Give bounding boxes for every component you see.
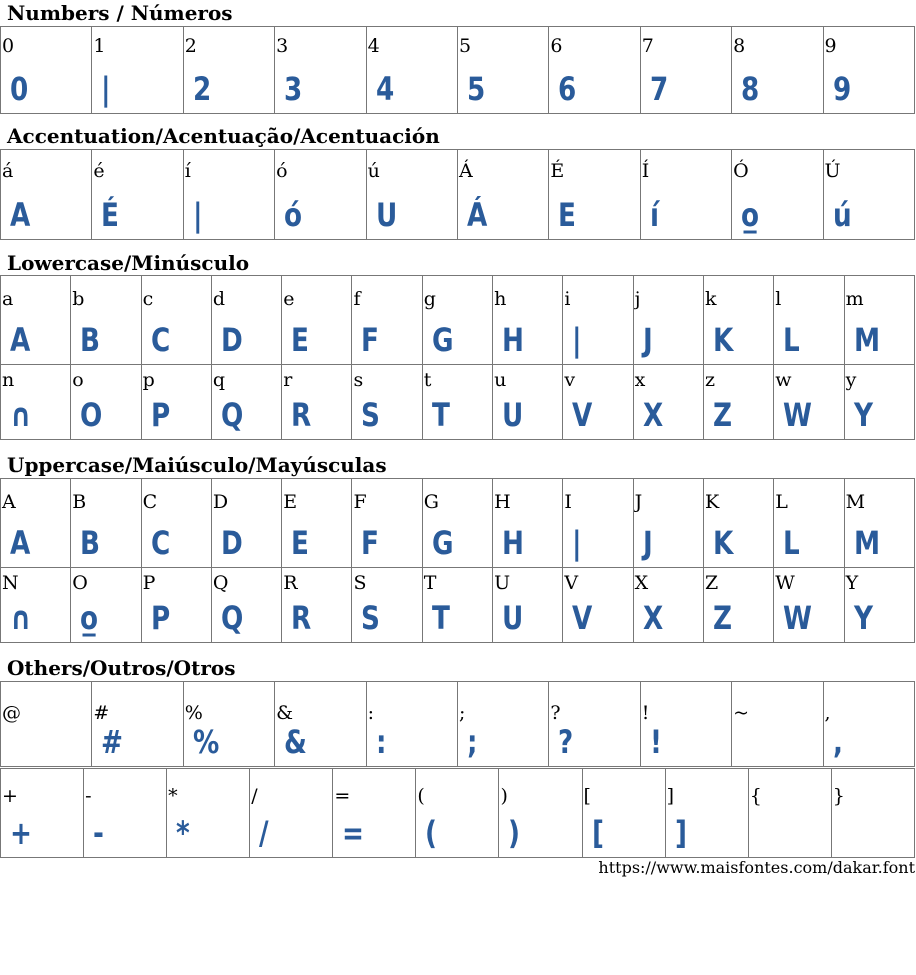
glyph-sample: & — [284, 723, 308, 761]
glyph-sample: K — [712, 524, 734, 562]
others-grid-row1 — [0, 681, 915, 767]
glyph-label: L — [775, 491, 788, 513]
glyph-sample: E — [558, 196, 577, 234]
glyph-sample: = — [342, 814, 365, 852]
glyph-label: Q — [212, 572, 229, 594]
glyph-label: ~ — [733, 702, 750, 724]
glyph-sample: 5 — [466, 70, 486, 108]
glyph-sample: Q — [220, 396, 244, 434]
glyph-cell — [416, 769, 499, 858]
glyph-label: , — [824, 702, 831, 724]
glyph-sample: í — [649, 196, 659, 234]
glyph-sample: E — [291, 524, 310, 562]
glyph-label: / — [251, 785, 258, 807]
glyph-label: [ — [583, 785, 591, 807]
section-title-numbers: Numbers / Números — [7, 1, 233, 25]
glyph-sample: G — [431, 321, 454, 359]
glyph-cell — [823, 150, 914, 240]
glyph-label: # — [93, 702, 110, 724]
glyph-cell — [141, 276, 211, 365]
accents-grid — [0, 149, 915, 240]
glyph-cell — [493, 568, 563, 643]
glyph-cell — [563, 276, 633, 365]
glyph-sample: R — [291, 599, 312, 637]
glyph-label: h — [494, 288, 507, 310]
glyph-label: á — [2, 160, 14, 182]
section-title-lowercase: Lowercase/Minúsculo — [7, 251, 250, 275]
glyph-label: Ó — [733, 160, 749, 182]
glyph-label: í — [184, 160, 191, 182]
glyph-row — [1, 682, 915, 767]
glyph-cell — [71, 365, 141, 440]
glyph-sample: , — [832, 723, 843, 761]
glyph-cell — [831, 769, 914, 858]
glyph-sample: % — [192, 723, 220, 761]
glyph-cell — [823, 682, 914, 767]
glyph-cell — [211, 568, 281, 643]
glyph-sample: o̲ — [741, 196, 760, 234]
glyph-label: @ — [2, 702, 21, 724]
glyph-sample: o̲ — [80, 599, 99, 637]
glyph-sample: # — [101, 723, 124, 761]
glyph-cell — [1, 682, 92, 767]
glyph-label: Á — [458, 160, 473, 182]
glyph-sample: R — [291, 396, 312, 434]
glyph-label: K — [704, 491, 720, 513]
glyph-label: É — [550, 160, 565, 182]
glyph-cell — [640, 150, 731, 240]
glyph-cell — [640, 27, 731, 114]
glyph-label: m — [845, 288, 864, 310]
glyph-label: D — [212, 491, 229, 513]
glyph-cell — [582, 769, 665, 858]
glyph-cell — [493, 479, 563, 568]
glyph-sample: * — [176, 814, 190, 852]
glyph-sample: A — [10, 196, 31, 234]
glyph-sample: Á — [466, 196, 488, 234]
glyph-cell — [366, 27, 457, 114]
glyph-sample: 8 — [741, 70, 760, 108]
glyph-label: { — [749, 785, 762, 807]
section-title-others: Others/Outros/Otros — [7, 656, 236, 680]
glyph-label: 9 — [824, 35, 837, 57]
glyph-cell — [183, 682, 274, 767]
glyph-sample: | — [101, 70, 111, 108]
glyph-label: 1 — [93, 35, 106, 57]
glyph-sample: 7 — [649, 70, 668, 108]
glyph-sample: 0 — [10, 70, 29, 108]
section-title-uppercase: Uppercase/Maiúsculo/Mayúsculas — [7, 453, 387, 477]
glyph-cell — [422, 479, 492, 568]
glyph-sample: U — [375, 196, 397, 234]
glyph-sample: 2 — [192, 70, 212, 108]
glyph-label: I — [564, 491, 572, 513]
glyph-cell — [352, 365, 422, 440]
glyph-label: Í — [641, 160, 650, 182]
glyph-label: i — [564, 288, 571, 310]
glyph-sample: J — [642, 524, 653, 562]
glyph-label: l — [775, 288, 782, 310]
glyph-cell — [732, 682, 823, 767]
glyph-cell — [665, 769, 748, 858]
glyph-row — [1, 479, 915, 568]
glyph-label: & — [276, 702, 294, 724]
glyph-label: Z — [704, 572, 719, 594]
glyph-cell — [563, 365, 633, 440]
glyph-label: ] — [666, 785, 675, 807]
glyph-cell — [1, 769, 84, 858]
glyph-cell — [844, 365, 914, 440]
glyph-cell — [250, 769, 333, 858]
glyph-cell — [1, 568, 71, 643]
glyph-label: - — [85, 785, 92, 807]
glyph-label: x — [634, 369, 646, 391]
glyph-sample: 6 — [558, 70, 577, 108]
glyph-label: 4 — [367, 35, 380, 57]
glyph-label: M — [845, 491, 866, 513]
glyph-cell — [422, 276, 492, 365]
glyph-label: H — [494, 491, 511, 513]
glyph-label: c — [142, 288, 154, 310]
glyph-sample: U — [502, 396, 524, 434]
glyph-label: * — [168, 785, 178, 807]
glyph-row — [1, 150, 915, 240]
glyph-cell — [633, 365, 703, 440]
glyph-cell — [633, 479, 703, 568]
glyph-cell — [141, 365, 211, 440]
glyph-cell — [422, 568, 492, 643]
glyph-label: y — [845, 369, 857, 391]
glyph-label: U — [494, 572, 511, 594]
glyph-row — [1, 365, 915, 440]
glyph-cell — [84, 769, 167, 858]
glyph-cell — [563, 568, 633, 643]
glyph-label: é — [93, 160, 105, 182]
glyph-label: N — [2, 572, 19, 594]
glyph-cell — [774, 479, 844, 568]
glyph-label: 7 — [641, 35, 654, 57]
glyph-cell — [167, 769, 250, 858]
glyph-cell — [844, 276, 914, 365]
glyph-cell — [352, 276, 422, 365]
glyph-label: ( — [417, 785, 425, 807]
glyph-sample: S — [361, 396, 381, 434]
glyph-sample: 9 — [832, 70, 851, 108]
glyph-label: w — [775, 369, 792, 391]
glyph-label: z — [704, 369, 715, 391]
glyph-label: S — [353, 572, 367, 594]
glyph-cell — [366, 150, 457, 240]
glyph-label: F — [353, 491, 367, 513]
glyph-cell — [282, 276, 352, 365]
glyph-sample: | — [572, 321, 582, 359]
glyph-label: v — [564, 369, 576, 391]
glyph-label: : — [367, 702, 374, 724]
glyph-label: Ú — [824, 160, 841, 182]
glyph-sample: ! — [649, 723, 662, 761]
glyph-sample: W — [783, 599, 813, 637]
glyph-label: % — [184, 702, 203, 724]
glyph-label: j — [634, 288, 641, 310]
glyph-cell — [703, 276, 773, 365]
glyph-sample: U — [502, 599, 524, 637]
uppercase-grid — [0, 478, 915, 643]
glyph-sample: ∩ — [10, 396, 32, 434]
glyph-label: G — [423, 491, 439, 513]
glyph-sample: Y — [853, 599, 873, 637]
glyph-cell — [92, 27, 183, 114]
glyph-cell — [457, 27, 548, 114]
glyph-label: a — [2, 288, 14, 310]
glyph-cell — [275, 150, 366, 240]
glyph-cell — [183, 27, 274, 114]
glyph-label: A — [2, 491, 16, 513]
glyph-label: 5 — [458, 35, 472, 57]
glyph-label: B — [72, 491, 87, 513]
glyph-sample: Z — [712, 599, 732, 637]
glyph-sample: : — [375, 723, 387, 761]
glyph-label: Y — [845, 572, 859, 594]
glyph-cell — [1, 479, 71, 568]
glyph-cell — [823, 27, 914, 114]
glyph-cell — [732, 27, 823, 114]
glyph-sample: ú — [832, 196, 852, 234]
glyph-sample: V — [572, 599, 593, 637]
glyph-cell — [275, 682, 366, 767]
glyph-sample: J — [642, 321, 653, 359]
glyph-sample: M — [853, 321, 880, 359]
glyph-label: ? — [550, 702, 561, 724]
glyph-sample: D — [220, 321, 243, 359]
glyph-sample: W — [783, 396, 813, 434]
glyph-cell — [211, 365, 281, 440]
glyph-cell — [282, 568, 352, 643]
glyph-sample: P — [150, 599, 170, 637]
glyph-label: u — [494, 369, 507, 391]
glyph-label: 8 — [733, 35, 746, 57]
glyph-sample: P — [150, 396, 170, 434]
glyph-sample: 3 — [284, 70, 303, 108]
glyph-cell — [275, 27, 366, 114]
glyph-sample: A — [10, 524, 31, 562]
glyph-cell — [1, 150, 92, 240]
glyph-cell — [422, 365, 492, 440]
glyph-sample: C — [150, 524, 170, 562]
glyph-cell — [457, 150, 548, 240]
glyph-cell — [563, 479, 633, 568]
glyph-sample: B — [80, 524, 101, 562]
glyph-cell — [493, 365, 563, 440]
numbers-grid — [0, 26, 915, 114]
glyph-cell — [141, 568, 211, 643]
glyph-cell — [211, 276, 281, 365]
glyph-sample: L — [783, 321, 800, 359]
glyph-sample: F — [361, 321, 380, 359]
glyph-cell — [748, 769, 831, 858]
glyph-cell — [92, 150, 183, 240]
glyph-sample: X — [642, 599, 663, 637]
glyph-label: r — [283, 369, 293, 391]
glyph-sample: + — [10, 814, 32, 852]
glyph-label: O — [72, 572, 88, 594]
source-url: https://www.maisfontes.com/dakar.font — [598, 858, 915, 877]
section-title-accents: Accentuation/Acentuação/Acentuación — [7, 124, 440, 148]
glyph-cell — [703, 365, 773, 440]
glyph-label: f — [353, 288, 361, 310]
glyph-cell — [1, 276, 71, 365]
glyph-cell — [844, 568, 914, 643]
glyph-sample: É — [101, 196, 120, 234]
glyph-sample: H — [502, 321, 525, 359]
glyph-sample: D — [220, 524, 243, 562]
lowercase-grid — [0, 275, 915, 440]
glyph-label: V — [564, 572, 579, 594]
glyph-cell — [366, 682, 457, 767]
glyph-cell — [92, 682, 183, 767]
glyph-cell — [549, 682, 640, 767]
glyph-label: ) — [500, 785, 508, 807]
glyph-label: t — [423, 369, 432, 391]
glyph-cell — [844, 479, 914, 568]
glyph-label: + — [2, 785, 18, 807]
glyph-label: g — [423, 288, 436, 310]
glyph-sample: M — [853, 524, 880, 562]
glyph-label: 2 — [184, 35, 197, 57]
glyph-cell — [732, 150, 823, 240]
glyph-sample: Z — [712, 396, 732, 434]
glyph-sample: 4 — [375, 70, 394, 108]
glyph-label: 6 — [550, 35, 563, 57]
glyph-cell — [1, 365, 71, 440]
glyph-cell — [457, 682, 548, 767]
glyph-label: p — [142, 369, 155, 391]
glyph-label: e — [283, 288, 295, 310]
glyph-sample: ó — [284, 196, 303, 234]
glyph-row — [1, 769, 915, 858]
glyph-label: ! — [641, 702, 650, 724]
glyph-cell — [211, 479, 281, 568]
glyph-label: o — [72, 369, 84, 391]
glyph-cell — [493, 276, 563, 365]
glyph-cell — [633, 568, 703, 643]
glyph-cell — [549, 150, 640, 240]
glyph-sample: B — [80, 321, 101, 359]
glyph-cell — [71, 479, 141, 568]
glyph-sample: ∩ — [10, 599, 32, 637]
glyph-sample: ? — [558, 723, 574, 761]
glyph-cell — [774, 365, 844, 440]
glyph-cell — [703, 479, 773, 568]
glyph-label: T — [423, 572, 437, 594]
glyph-label: } — [832, 785, 845, 807]
glyph-cell — [352, 479, 422, 568]
glyph-label: 3 — [276, 35, 289, 57]
glyph-cell — [141, 479, 211, 568]
glyph-sample: E — [291, 321, 310, 359]
glyph-cell — [774, 276, 844, 365]
glyph-sample: O — [80, 396, 103, 434]
glyph-sample: X — [642, 396, 663, 434]
glyph-sample: T — [431, 396, 450, 434]
glyph-label: ; — [458, 702, 466, 724]
glyph-sample: | — [572, 524, 582, 562]
glyph-cell — [282, 365, 352, 440]
glyph-sample: A — [10, 321, 31, 359]
glyph-sample: L — [783, 524, 800, 562]
glyph-label: J — [634, 491, 643, 513]
glyph-cell — [549, 27, 640, 114]
glyph-sample: ; — [466, 723, 478, 761]
glyph-sample: ] — [674, 814, 687, 852]
glyph-cell — [352, 568, 422, 643]
glyph-cell — [633, 276, 703, 365]
glyph-sample: V — [572, 396, 593, 434]
glyph-label: E — [283, 491, 298, 513]
glyph-cell — [640, 682, 731, 767]
glyph-sample: - — [93, 814, 104, 852]
glyph-sample: K — [712, 321, 734, 359]
glyph-label: 0 — [2, 35, 15, 57]
glyph-cell — [183, 150, 274, 240]
glyph-label: X — [634, 572, 649, 594]
glyph-cell — [703, 568, 773, 643]
glyph-label: P — [142, 572, 156, 594]
glyph-sample: H — [502, 524, 525, 562]
glyph-sample: T — [431, 599, 450, 637]
glyph-sample: Y — [853, 396, 873, 434]
glyph-sample: [ — [591, 814, 604, 852]
glyph-label: C — [142, 491, 158, 513]
glyph-label: d — [212, 288, 226, 310]
glyph-cell — [71, 568, 141, 643]
glyph-sample: ( — [425, 814, 438, 852]
glyph-sample: Q — [220, 599, 244, 637]
glyph-label: = — [334, 785, 351, 807]
glyph-sample: G — [431, 524, 454, 562]
glyph-label: ú — [367, 160, 380, 182]
glyph-sample: / — [259, 814, 269, 852]
glyph-label: b — [72, 288, 85, 310]
glyph-label: k — [704, 288, 717, 310]
glyph-sample: ) — [508, 814, 521, 852]
glyph-cell — [71, 276, 141, 365]
glyph-label: s — [353, 369, 364, 391]
glyph-sample: C — [150, 321, 170, 359]
glyph-label: W — [775, 572, 795, 594]
glyph-label: n — [2, 369, 15, 391]
glyph-cell — [499, 769, 582, 858]
glyph-label: ó — [276, 160, 288, 182]
glyph-row — [1, 27, 915, 114]
others-grid-row2 — [0, 768, 915, 858]
glyph-label: R — [283, 572, 298, 594]
glyph-sample: | — [192, 196, 203, 234]
glyph-sample: S — [361, 599, 381, 637]
glyph-cell — [333, 769, 416, 858]
glyph-row — [1, 568, 915, 643]
glyph-sample: F — [361, 524, 380, 562]
glyph-row — [1, 276, 915, 365]
glyph-cell — [774, 568, 844, 643]
glyph-cell — [282, 479, 352, 568]
glyph-label: q — [212, 369, 226, 391]
glyph-cell — [1, 27, 92, 114]
